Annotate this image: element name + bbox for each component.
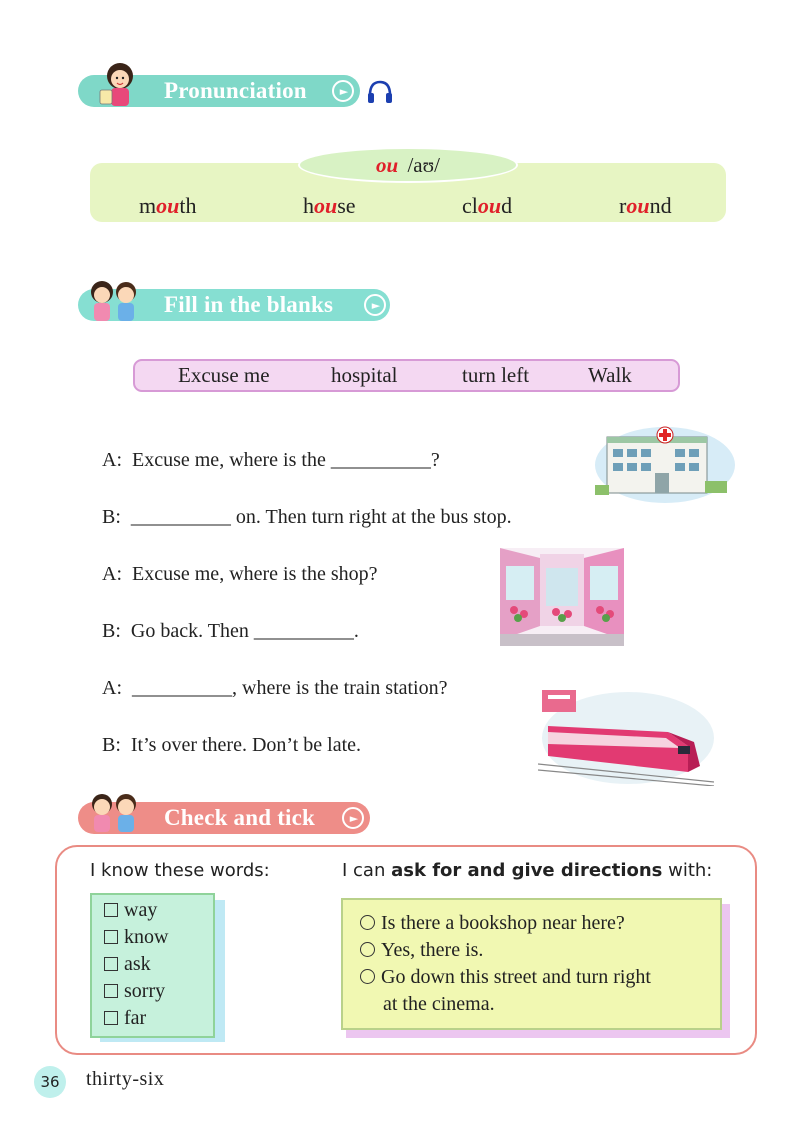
shop-illustration xyxy=(500,548,624,646)
sound-ipa: /aʊ/ xyxy=(407,153,440,177)
word-bank-item: Excuse me xyxy=(178,363,270,387)
checkbox-icon[interactable] xyxy=(104,903,118,917)
word-bank-item: hospital xyxy=(331,363,398,387)
sentence-option[interactable]: Go down this street and turn right xyxy=(360,966,651,989)
headphones-icon xyxy=(366,79,394,105)
dialogue-line-6: B: It’s over there. Don’t be late. xyxy=(102,734,362,756)
circle-option-icon[interactable] xyxy=(360,915,375,930)
can-directions-label: I can ask for and give directions with: xyxy=(342,860,713,881)
two-children-icon xyxy=(82,278,146,326)
hospital-illustration xyxy=(595,425,735,503)
pron-word-3: cloud xyxy=(462,193,513,218)
pronunciation-title: Pronunciation xyxy=(164,78,307,103)
word-checkbox[interactable]: way xyxy=(104,899,157,922)
page-number: 36 xyxy=(34,1066,66,1098)
sound-pill xyxy=(298,147,518,183)
sentence-option[interactable]: Yes, there is. xyxy=(360,939,483,962)
girl-character-icon xyxy=(92,60,142,110)
word-bank-item: Walk xyxy=(588,363,632,387)
pron-word-4: round xyxy=(619,193,672,218)
page-number-word: thirty-six xyxy=(86,1068,165,1090)
chevron-right-icon: ► xyxy=(364,294,386,316)
word-checkbox[interactable]: far xyxy=(104,1007,146,1030)
fill-title: Fill in the blanks xyxy=(164,292,334,317)
word-checkbox[interactable]: ask xyxy=(104,953,151,976)
checkbox-icon[interactable] xyxy=(104,930,118,944)
pron-word-2: house xyxy=(303,193,356,218)
dialogue-line-5: A: __________, where is the train station? xyxy=(102,677,448,699)
dialogue-line-3: A: Excuse me, where is the shop? xyxy=(102,563,378,585)
checkbox-icon[interactable] xyxy=(104,1011,118,1025)
pron-word-1: mouth xyxy=(139,193,197,218)
checkbox-icon[interactable] xyxy=(104,957,118,971)
check-title: Check and tick xyxy=(164,805,316,830)
dialogue-line-1: A: Excuse me, where is the __________? xyxy=(102,449,440,471)
sentence-option[interactable]: Is there a bookshop near here? xyxy=(360,912,625,935)
word-checkbox[interactable]: know xyxy=(104,926,168,949)
two-children-icon xyxy=(82,792,146,836)
dialogue-line-4: B: Go back. Then __________. xyxy=(102,620,359,642)
chevron-right-icon: ► xyxy=(332,80,354,102)
circle-option-icon[interactable] xyxy=(360,969,375,984)
know-words-label: I know these words: xyxy=(90,860,270,881)
sentence-continuation: at the cinema. xyxy=(383,993,495,1015)
train-illustration xyxy=(538,686,714,786)
sound-letters: ou xyxy=(376,153,399,177)
word-bank-item: turn left xyxy=(462,363,530,387)
checkbox-icon[interactable] xyxy=(104,984,118,998)
dialogue-line-2: B: __________ on. Then turn right at the bus stop. xyxy=(102,506,512,528)
chevron-right-icon: ► xyxy=(342,807,364,829)
word-checkbox[interactable]: sorry xyxy=(104,980,165,1003)
circle-option-icon[interactable] xyxy=(360,942,375,957)
